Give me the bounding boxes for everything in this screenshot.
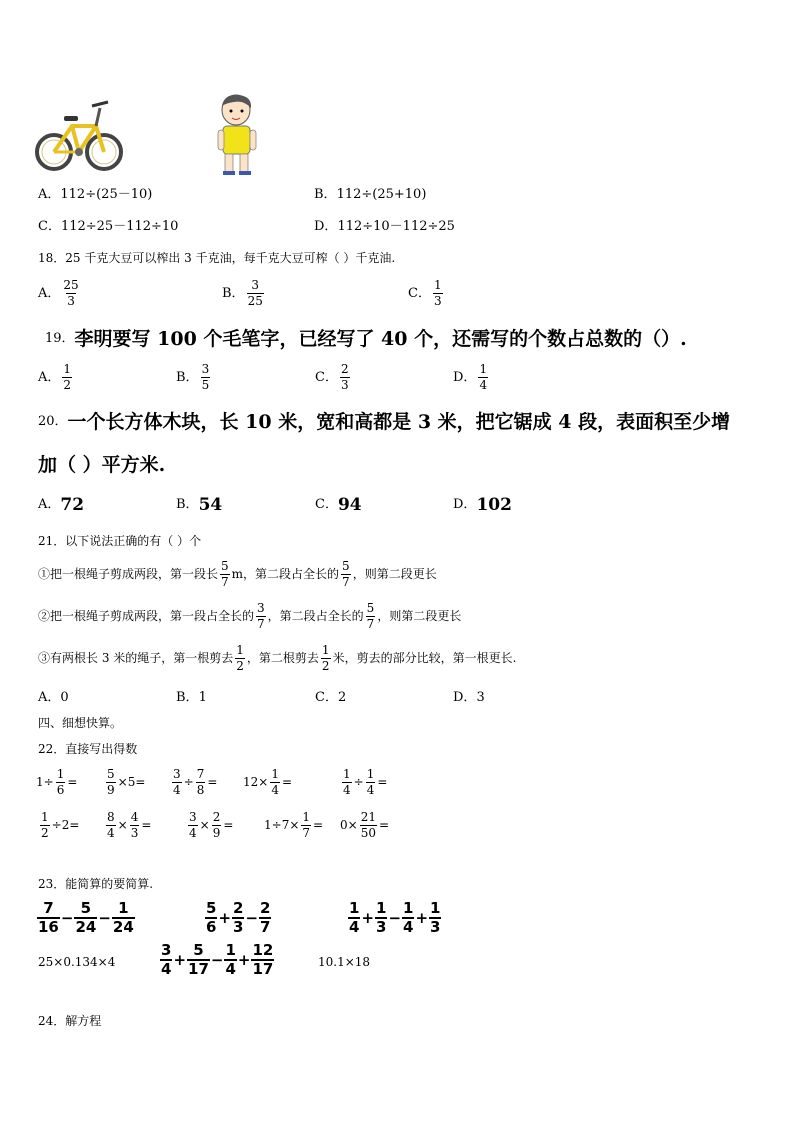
fraction: $\frac{25}{3}$ [63, 278, 79, 308]
q17-option-c[interactable]: C．112÷25－112÷10 [38, 219, 179, 234]
q21-option-b[interactable]: B．1 [176, 690, 207, 705]
q17-option-a[interactable]: A．112÷(25－10) [38, 187, 153, 202]
q18-question: 18．25 千克大豆可以榨出 3 千克油，每千克大豆可榨（ ）千克油. [38, 251, 396, 265]
q23-expr-3: 1 4 + $\frac{1}{3}$ − $\frac{1}{4}$ + $\frac{1}{3}$ [349, 899, 441, 936]
q21-option-c[interactable]: C．2 [315, 690, 347, 705]
section-heading: 四、细想快算。 [38, 716, 123, 730]
boy-image [214, 94, 260, 176]
q18-option-c[interactable]: C． $\frac{1}{3}$ [408, 278, 442, 308]
q21-statement-1: ①把一根绳子剪成两段，第一段长 $\frac{5}{7}$ m，第二段占全长的 $\frac{5}{7}$ ，则第二段更长 [38, 559, 437, 589]
q20-option-a[interactable]: A． 72 [38, 495, 85, 515]
q19-question: 19． 李明要写 100 个毛笔字，已经写了 40 个，还需写的个数占总数的（）. [45, 328, 687, 350]
q21-option-a[interactable]: A．0 [38, 690, 69, 705]
q19-option-b[interactable]: B． $\frac{3}{5}$ [176, 362, 210, 392]
q22-expr-7: $\frac{8}{4}$ × $\frac{4}{3}$ = [107, 810, 152, 840]
q20-option-d[interactable]: D． 102 [453, 495, 512, 515]
q22-expr-1: 1÷ $\frac{1}{6}$ = [36, 767, 78, 797]
q20-question-line2: 加（ ）平方米. [38, 454, 166, 476]
q23-expr-5: 3 4 + $\frac{5}{17}$ − $\frac{1}{4}$ + $\frac{12}{17}$ [161, 941, 274, 978]
q23-expr-6: 10.1×18 [318, 955, 371, 969]
q18-option-a[interactable]: A． $\frac{25}{3}$ [38, 278, 79, 308]
q22-expr-9: 1÷7× $\frac{1}{7}$ = [264, 810, 324, 840]
bicycle-image [34, 96, 124, 176]
q22-expr-8: $\frac{3}{4}$ × $\frac{2}{9}$ = [189, 810, 234, 840]
q21-question: 21．以下说法正确的有（ ）个 [38, 534, 202, 548]
q20-option-b[interactable]: B． 54 [176, 495, 223, 515]
q22-expr-3: $\frac{3}{4}$ ÷ $\frac{7}{8}$ = [173, 767, 218, 797]
q19-option-c[interactable]: C． $\frac{2}{3}$ [315, 362, 349, 392]
fraction: $\frac{1}{3}$ [433, 278, 442, 308]
q24-question: 24．解方程 [38, 1014, 102, 1028]
q17-option-b[interactable]: B．112÷(25+10) [314, 187, 427, 202]
q19-option-d[interactable]: D． $\frac{1}{4}$ [453, 362, 488, 392]
q19-option-a[interactable]: A． $\frac{1}{2}$ [38, 362, 72, 392]
q23-question: 23．能简算的要简算. [38, 877, 154, 891]
q21-statement-2: ②把一根绳子剪成两段，第一段占全长的 $\frac{3}{7}$ ，第二段占全长的 $\frac{5}{7}$ ，则第二段更长 [38, 601, 462, 631]
q22-expr-6: $\frac{1}{2}$ ÷2= [41, 810, 80, 840]
q21-option-d[interactable]: D．3 [453, 690, 485, 705]
q23-expr-4: 25×0.134×4 [38, 955, 116, 969]
fraction: $\frac{3}{25}$ [247, 278, 263, 308]
q22-expr-2: $\frac{5}{9}$ ×5= [107, 767, 146, 797]
q22-question: 22．直接写出得数 [38, 742, 138, 756]
q23-expr-1: 7 16 − $\frac{5}{24}$ − $\frac{1}{24}$ [38, 899, 134, 936]
q22-expr-4: 12× $\frac{1}{4}$ = [243, 767, 293, 797]
q22-expr-5: $\frac{1}{4}$ ÷ $\frac{1}{4}$ = [343, 767, 388, 797]
q22-expr-10: 0× $\frac{21}{50}$ = [340, 810, 390, 840]
q18-option-b[interactable]: B． $\frac{3}{25}$ [222, 278, 263, 308]
q21-statement-3: ③有两根长 3 米的绳子，第一根剪去 $\frac{1}{2}$ ，第二根剪去 $\frac{1}{2}$ 米，剪去的部分比较，第一根更长. [38, 643, 517, 673]
q17-option-d[interactable]: D．112÷10－112÷25 [314, 219, 455, 234]
q23-expr-2: 5 6 + $\frac{2}{3}$ − $\frac{2}{7}$ [206, 899, 271, 936]
q20-option-c[interactable]: C． 94 [315, 495, 362, 515]
q20-question-line1: 20． 一个长方体木块，长 10 米，宽和高都是 3 米，把它锯成 4 段，表面积至少增 [38, 411, 731, 433]
